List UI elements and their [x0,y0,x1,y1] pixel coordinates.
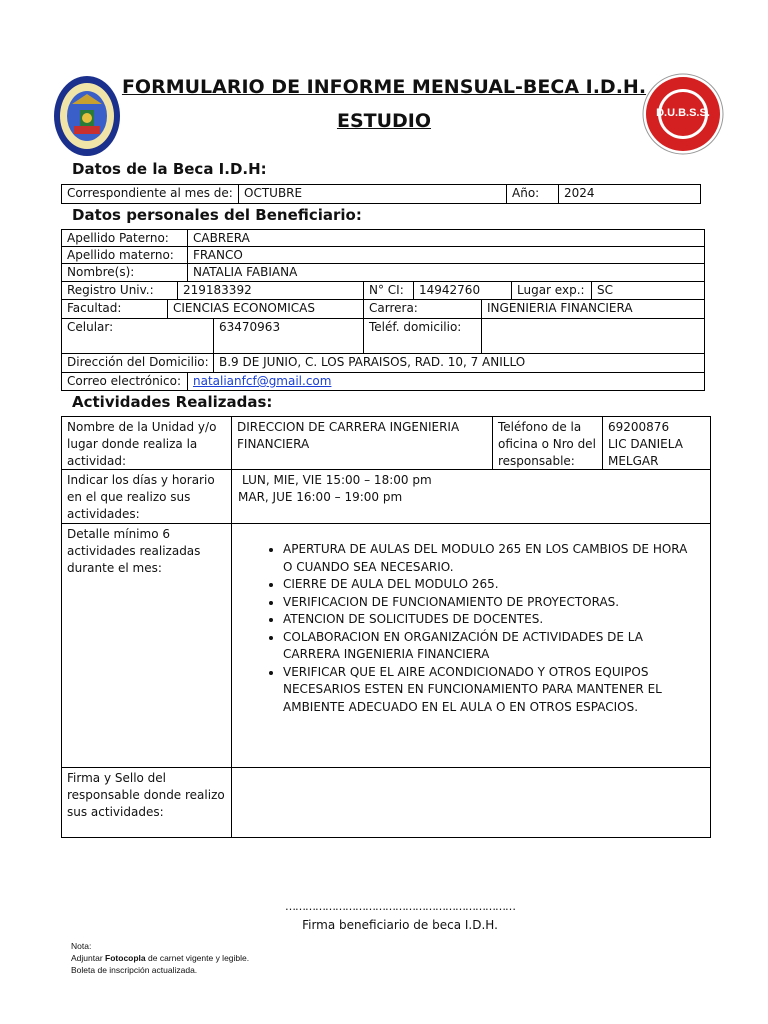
detalle-value[interactable] [232,524,710,767]
horario-row [62,470,710,524]
unidad-value[interactable]: DIRECCION DE CARRERA INGENIERIA FINANCIERA [232,417,493,469]
nota-line1-post: de carnet vigente y legible. [145,953,250,963]
detalle-row [62,524,710,768]
registro-label: Registro Univ.: [62,282,178,299]
university-seal-logo [52,74,122,158]
activity-item: • VERIFICAR QUE EL AIRE ACONDICIONADO Y OTROS EQUIPOS NECESARIOS ESTEN EN FUNCIONAMIENTO PARA MANTENER EL AMBIENTE ADECUADO EN EL AULA O EN OTROS ESPACIOS. [283,664,696,717]
firma-label: Firma y Sello del responsable donde realizo sus actividades: [62,768,232,837]
registro-value[interactable]: 219183392 [178,282,364,299]
activity-item: • CIERRE DE AULA DEL MODULO 265. [283,576,696,594]
carrera-label: Carrera: [364,300,482,318]
dubss-logo-text: D.U.B.S.S. [656,107,710,119]
detalle-label: Detalle mínimo 6 actividades realizadas durante el mes: [62,524,232,767]
celular-value[interactable]: 63470963 [214,319,364,353]
responsable-name: LIC DANIELA MELGAR [608,437,683,468]
activity-item: • COLABORACION EN ORGANIZACIÓN DE ACTIVIDADES DE LA CARRERA INGENIERIA FINANCIERA [283,629,696,664]
direccion-row [61,353,705,373]
nota-line1 [71,952,249,964]
activity-item: • VERIFICACION DE FUNCIONAMIENTO DE PROYECTORAS. [283,594,696,612]
apellido-materno-row [61,246,705,264]
registro-row [61,281,705,300]
ci-label: N° CI: [364,282,414,299]
correo-link[interactable]: natalianfcf@gmail.com [193,374,332,388]
correo-label: Correo electrónico: [62,373,188,390]
section-title-personal: Datos personales del Beneficiario: [72,206,362,224]
signature-caption: Firma beneficiario de beca I.D.H. [302,918,498,932]
apellido-materno-value[interactable]: FRANCO [193,248,243,262]
horario-line1: LUN, MIE, VIE 15:00 – 18:00 pm [242,473,432,487]
form-title-line2: ESTUDIO [336,110,432,132]
nota-line1-pre: Adjuntar [71,953,106,963]
telefono-value[interactable] [603,417,710,469]
horario-label: Indicar los días y horario en el que realizo sus actividades: [62,470,232,523]
mes-label: Correspondiente al mes de: [62,185,239,203]
apellido-paterno-label: Apellido Paterno: [62,230,188,246]
unidad-label: Nombre de la Unidad y/o lugar donde realiza la actividad: [62,417,232,469]
lugar-exp-label: Lugar exp.: [512,282,592,299]
telefono-number: 69200876 [608,420,670,434]
dubss-logo [642,72,724,156]
direccion-label: Dirección del Domicilio: [62,354,214,372]
telefono-label: Teléfono de la oficina o Nro del responsable: [493,417,603,469]
apellido-materno-label: Apellido materno: [62,247,188,263]
unidad-row [62,417,710,470]
actividades-table [61,416,711,838]
activity-item: • ATENCION DE SOLICITUDES DE DOCENTES. [283,611,696,629]
telef-domicilio-value[interactable] [482,319,704,353]
facultad-label: Facultad: [62,300,168,318]
direccion-value[interactable]: B.9 DE JUNIO, C. LOS PARAISOS, RAD. 10, 7 ANILLO [219,355,526,369]
anio-value[interactable]: 2024 [564,186,595,200]
anio-label: Año: [507,185,559,203]
activities-list [237,541,696,716]
apellido-paterno-row [61,229,705,247]
nombres-label: Nombre(s): [62,264,188,281]
nota-block [71,940,249,976]
lugar-exp-value[interactable]: SC [597,283,613,297]
horario-line2: MAR, JUE 16:00 – 19:00 pm [238,490,403,504]
ci-value[interactable]: 14942760 [414,282,512,299]
carrera-value[interactable]: INGENIERIA FINANCIERA [487,301,633,315]
form-title-line1: FORMULARIO DE INFORME MENSUAL-BECA I.D.H. [121,76,647,98]
mes-value[interactable]: OCTUBRE [239,185,507,203]
horario-value[interactable] [232,470,710,523]
celular-row [61,318,705,354]
firma-row [62,768,710,837]
nombres-value[interactable]: NATALIA FABIANA [193,265,298,279]
firma-value[interactable] [232,768,710,837]
beca-row [61,184,701,204]
facultad-row [61,299,705,319]
nota-label: Nota: [71,941,92,951]
apellido-paterno-value[interactable]: CABRERA [193,231,250,245]
section-title-actividades: Actividades Realizadas: [72,393,273,411]
nota-line1-bold: Fotocopla [105,953,146,963]
telef-domicilio-label: Teléf. domicilio: [364,319,482,353]
facultad-value[interactable]: CIENCIAS ECONOMICAS [168,300,364,318]
nota-line2: Boleta de inscripción actualizada. [71,965,198,975]
activity-item: • APERTURA DE AULAS DEL MODULO 265 EN LOS CAMBIOS DE HORA O CUANDO SEA NECESARIO. [283,541,696,576]
correo-row [61,372,705,391]
section-title-beca: Datos de la Beca I.D.H: [72,160,267,178]
correo-cell [188,373,704,390]
signature-line: …………………………………………………………… [285,900,515,913]
celular-label: Celular: [62,319,214,353]
nombres-row [61,263,705,282]
